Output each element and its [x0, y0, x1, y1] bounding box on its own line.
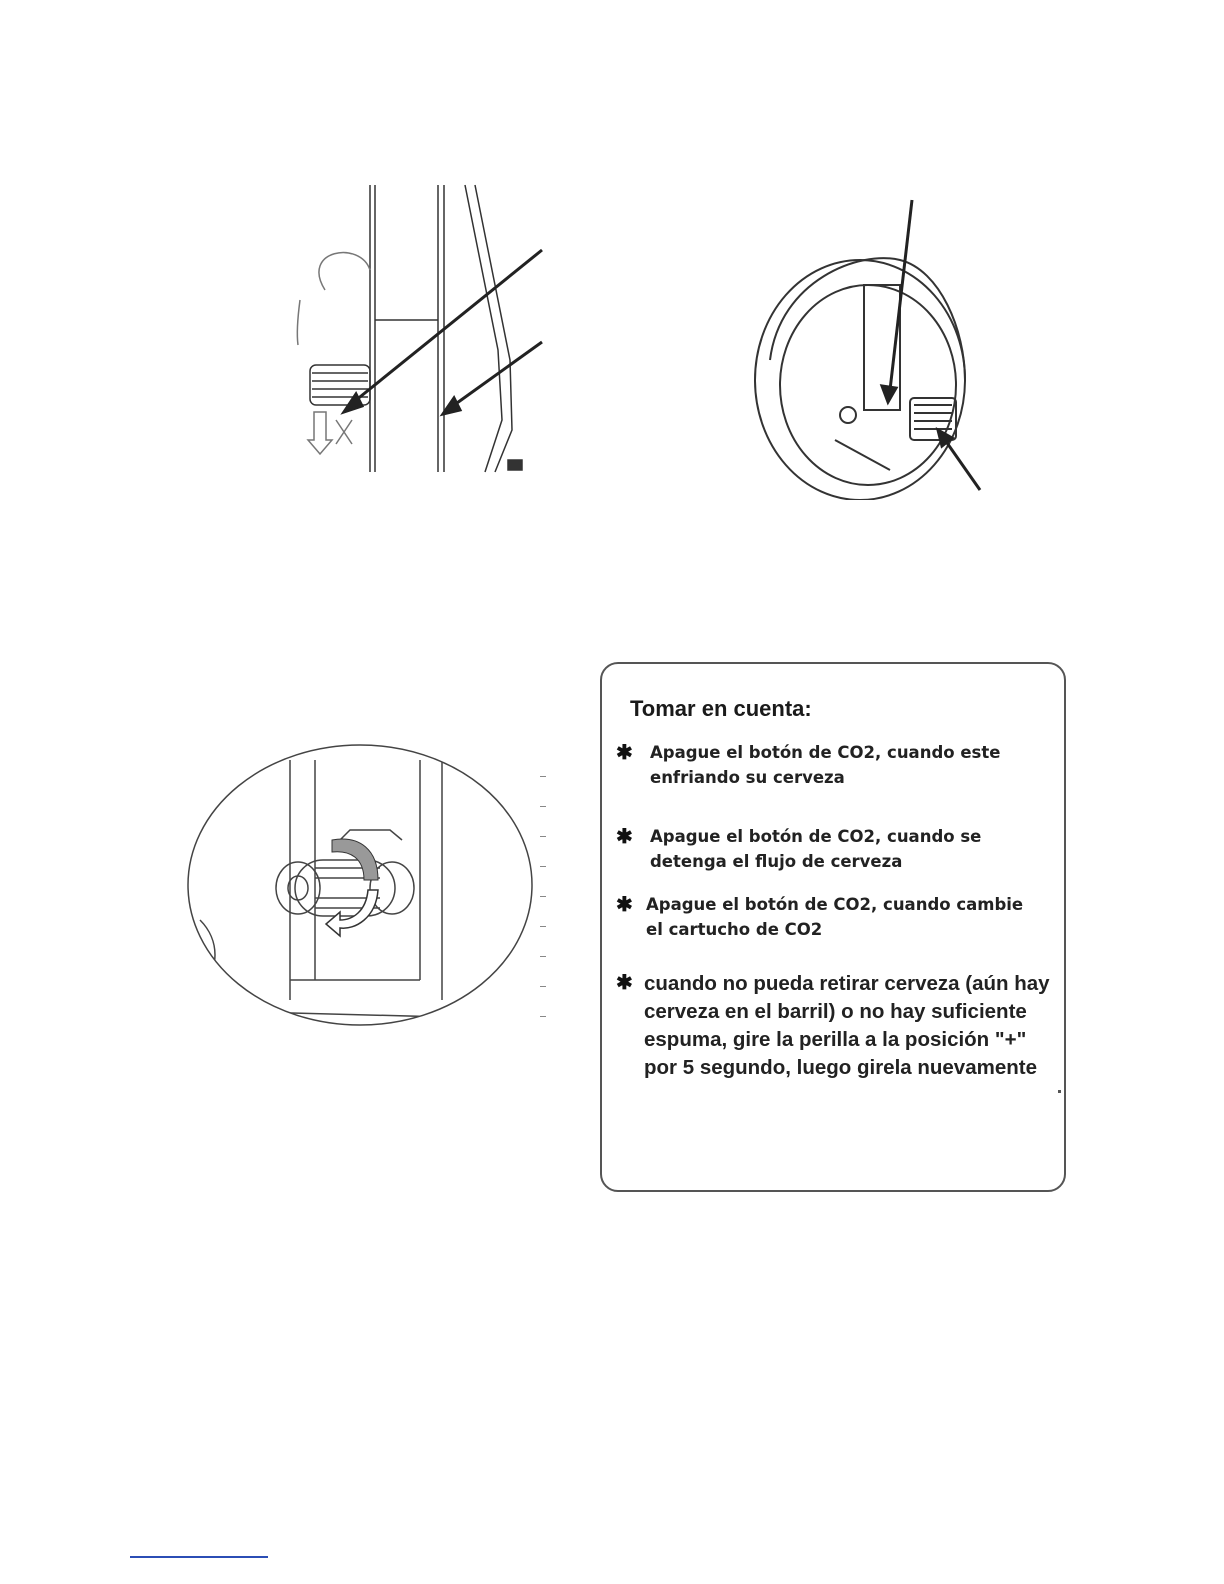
note-text: Apague el botón de CO2, cuando este enfriando su cerveza — [650, 743, 1001, 787]
margin-tick — [540, 956, 546, 957]
note-text: cuando no pueda retirar cerveza (aún hay cerveza en el barril) o no hay suficiente espuma, gire la perilla a la posición "+" por 5 segundo, luego girela nuevamente — [644, 972, 1050, 1079]
notes-box — [600, 662, 1066, 1192]
asterisk-icon: ✱ — [616, 742, 633, 764]
notes-title: Tomar en cuenta: — [630, 696, 812, 721]
asterisk-icon: ✱ — [616, 894, 633, 916]
knob-detail-illustration — [180, 740, 560, 1040]
asterisk-icon: ✱ — [616, 826, 633, 848]
valve-arrows — [882, 200, 980, 490]
asterisk-icon: ✱ — [616, 972, 633, 994]
margin-tick — [540, 836, 546, 837]
valve-view-illustration — [740, 190, 1000, 500]
footer-link-underline[interactable] — [130, 1556, 268, 1558]
turn-arrow-outline — [326, 890, 378, 936]
margin-tick — [540, 896, 546, 897]
note-text: Apague el botón de CO2, cuando se detenga el flujo de cerveza — [650, 827, 982, 871]
margin-tick — [540, 806, 546, 807]
side-view-arrows — [344, 250, 542, 414]
note-text: Apague el botón de CO2, cuando cambie el cartucho de CO2 — [646, 895, 1024, 939]
margin-tick — [540, 866, 546, 867]
side-view-illustration — [280, 180, 560, 480]
margin-tick — [540, 926, 546, 927]
margin-tick — [540, 1016, 546, 1017]
valve-drawing — [755, 258, 965, 500]
side-view-drawing — [297, 185, 522, 472]
margin-tick — [540, 776, 546, 777]
margin-tick — [540, 986, 546, 987]
stray-dot — [1058, 1090, 1061, 1093]
